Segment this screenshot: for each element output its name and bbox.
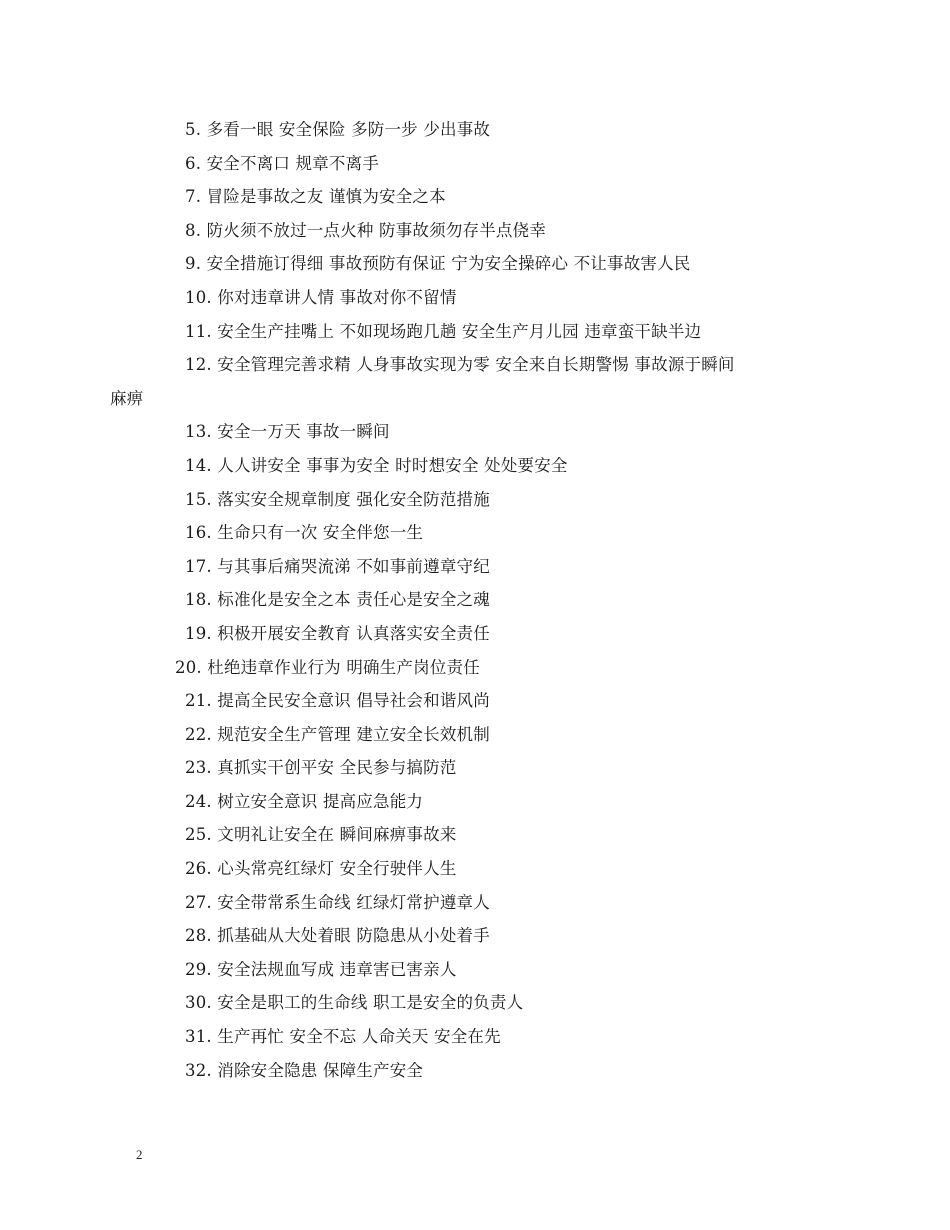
list-item: 31. 生产再忙 安全不忘 人命关天 安全在先 bbox=[185, 1027, 501, 1047]
page-number: 2 bbox=[136, 1147, 143, 1162]
list-item: 11. 安全生产挂嘴上 不如现场跑几趟 安全生产月儿园 违章蛮干缺半边 bbox=[185, 321, 702, 341]
list-item: 15. 落实安全规章制度 强化安全防范措施 bbox=[185, 489, 490, 509]
list-item: 20. 杜绝违章作业行为 明确生产岗位责任 bbox=[175, 657, 480, 677]
list-item: 6. 安全不离口 规章不离手 bbox=[185, 153, 380, 173]
list-item: 7. 冒险是事故之友 谨慎为安全之本 bbox=[185, 187, 446, 207]
list-item: 8. 防火须不放过一点火种 防事故须勿存半点侥幸 bbox=[185, 220, 547, 240]
list-item: 5. 多看一眼 安全保险 多防一步 少出事故 bbox=[185, 120, 491, 139]
list-item: 22. 规范安全生产管理 建立安全长效机制 bbox=[185, 724, 490, 744]
list-item: 18. 标准化是安全之本 责任心是安全之魂 bbox=[185, 590, 490, 610]
list-item: 19. 积极开展安全教育 认真落实安全责任 bbox=[185, 623, 490, 643]
list-item: 29. 安全法规血写成 违章害已害亲人 bbox=[185, 959, 457, 979]
list-item: 25. 文明礼让安全在 瞬间麻痹事故来 bbox=[185, 825, 457, 845]
list-item: 10. 你对违章讲人情 事故对你不留情 bbox=[185, 287, 457, 307]
list-item: 13. 安全一万天 事故一瞬间 bbox=[185, 422, 390, 442]
slogan-list bbox=[110, 113, 830, 1087]
list-item: 17. 与其事后痛哭流涕 不如事前遵章守纪 bbox=[185, 556, 490, 576]
list-item: 21. 提高全民安全意识 倡导社会和谐风尚 bbox=[185, 691, 490, 711]
list-item: 32. 消除安全隐患 保障生产安全 bbox=[185, 1060, 424, 1080]
list-item: 26. 心头常亮红绿灯 安全行驶伴人生 bbox=[185, 859, 457, 879]
list-item-continuation: 麻痹 bbox=[110, 388, 144, 408]
list-item: 24. 树立安全意识 提高应急能力 bbox=[185, 791, 424, 811]
list-item: 12. 安全管理完善求精 人身事故实现为零 安全来自长期警惕 事故源于瞬间 bbox=[185, 355, 735, 375]
list-item: 27. 安全带常系生命线 红绿灯常护遵章人 bbox=[185, 892, 490, 912]
list-item: 9. 安全措施订得细 事故预防有保证 宁为安全操碎心 不让事故害人民 bbox=[185, 254, 691, 274]
list-item: 28. 抓基础从大处着眼 防隐患从小处着手 bbox=[185, 926, 490, 946]
list-item: 23. 真抓实干创平安 全民参与搞防范 bbox=[185, 758, 457, 778]
list-item: 30. 安全是职工的生命线 职工是安全的负责人 bbox=[185, 993, 524, 1013]
list-item: 14. 人人讲安全 事事为安全 时时想安全 处处要安全 bbox=[185, 455, 568, 475]
list-item: 16. 生命只有一次 安全伴您一生 bbox=[185, 523, 424, 543]
